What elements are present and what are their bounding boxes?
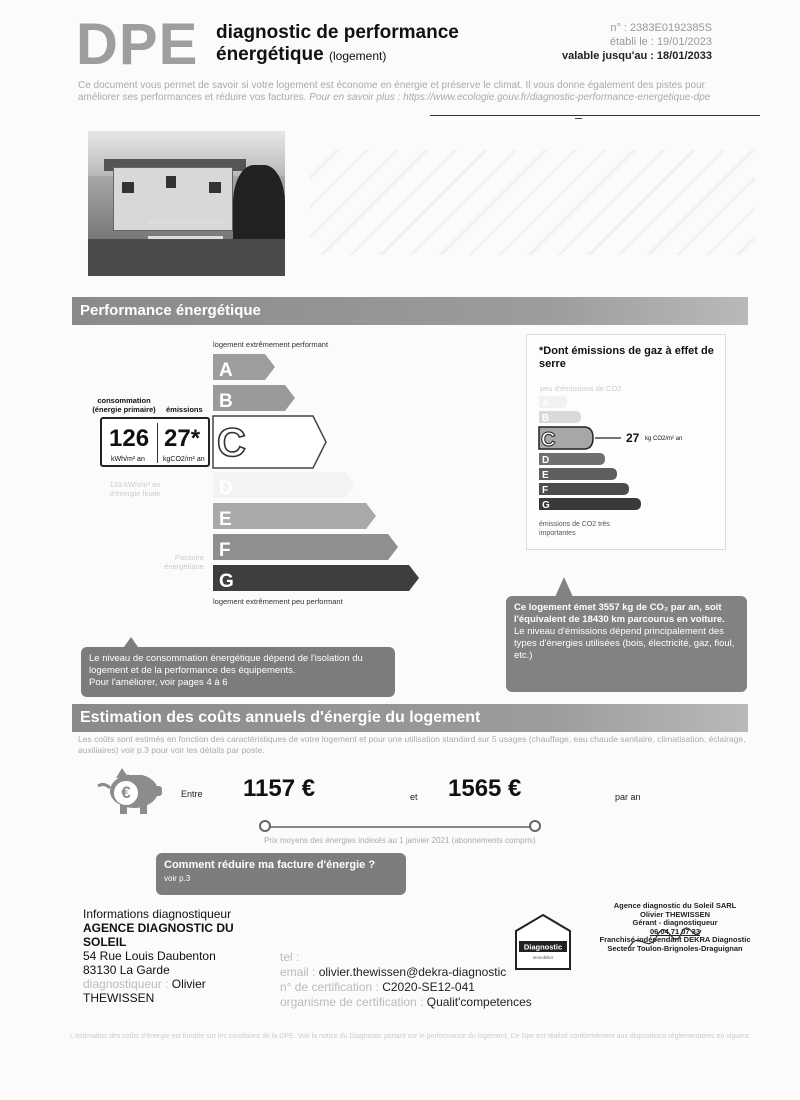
consumption-divider [157, 423, 158, 463]
intro-link[interactable]: Pour en savoir plus : https://www.ecologie.gouv.fr/diagnostic-performance-energetique-dpe [309, 92, 711, 103]
pen-tick [575, 118, 582, 119]
ghg-callout-bold: Ce logement émet 3557 kg de CO₂ par an, soit l'équivalent de 18430 km parcourus en voiture. [514, 602, 725, 625]
consumption-callout [81, 647, 395, 697]
photo-ground [88, 239, 285, 276]
diagnostic-badge-icon [513, 913, 573, 971]
ghg-class-label: A [542, 398, 550, 409]
cost-max: 1565 € [448, 775, 522, 802]
energy-class-E [213, 503, 376, 530]
address-line1: 54 Rue Louis Daubenton [83, 949, 216, 963]
section-performance: Performance énergétique [72, 297, 748, 325]
section-costs: Estimation des coûts annuels d'énergie du logement [72, 704, 748, 732]
consumption-label: consommation (énergie primaire) [92, 396, 156, 414]
diagnostician-info [83, 907, 253, 1005]
doc-valid-until: valable jusqu'au : 18/01/2033 [562, 50, 712, 62]
footer-note: L'estimation des coûts d'énergie est fondée sur les conditions de la DPE. Voir la notice du Diagnostic portant sur le performance du logement. Ce Dpe est réalisé conformément aux dispositions réglementaires en vigueur. [70, 1033, 751, 1040]
energy-class-F [213, 534, 398, 561]
cost-range-max-dot [529, 820, 541, 832]
photo-window [209, 182, 221, 193]
badge-sub: immobilier [532, 955, 554, 960]
energy-class-G [213, 565, 419, 592]
ghg-class-label: B [542, 413, 550, 424]
energy-scale-top-caption: logement extrêmement performant [213, 340, 329, 349]
cost-range-min-dot [259, 820, 271, 832]
ghg-class-B [539, 411, 581, 424]
ghg-callout-text: Le niveau d'émissions dépend principalement des types d'énergies utilisées (bois, électricité, gaz, fioul, etc.) [514, 626, 735, 661]
ghg-class-F [539, 483, 629, 496]
euro-symbol: € [121, 783, 131, 802]
intro-text [78, 80, 738, 104]
ghg-class-label: E [542, 470, 549, 481]
email-value[interactable]: olivier.thewissen@dekra-diagnostic [318, 965, 507, 979]
org-label: organisme de certification : [280, 995, 424, 1009]
energy-class-A [213, 354, 275, 381]
energy-scale-bottom-caption: logement extrêmement peu performant [213, 597, 343, 606]
reduce-bill-tip[interactable] [156, 853, 406, 895]
cost-and-label: et [410, 792, 418, 802]
stamp-line: 06 04 71 07 33 [649, 926, 701, 936]
company-line1: AGENCE DIAGNOSTIC DU [83, 921, 234, 935]
cost-range-line [265, 826, 535, 828]
ghg-unit: kg CO2/m² an [645, 436, 683, 442]
signature-scribble [625, 922, 705, 962]
consumption-value: 126 [109, 425, 150, 452]
energy-class-label: C [217, 421, 246, 465]
ghg-class-G [539, 498, 641, 511]
passoire-note: Passoire énergétique [164, 553, 204, 571]
cost-per-year: par an [615, 792, 641, 802]
photo-window [166, 176, 176, 188]
energy-class-label: B [219, 391, 233, 412]
diagnostician-first-name: Olivier [171, 977, 206, 991]
ghg-callout [506, 596, 747, 692]
ghg-title: *Dont émissions de gaz à effet de serre [539, 345, 714, 370]
faded-address-area [310, 150, 755, 255]
stamp-line: Secteur Toulon-Brignoles-Draguignan [607, 943, 743, 953]
energy-scale [205, 350, 435, 598]
photo-window [122, 182, 134, 193]
emissions-label: émissions [166, 405, 203, 414]
ghg-panel [526, 334, 726, 550]
ghg-value: 27 [626, 431, 640, 445]
address-line2: 83130 La Garde [83, 963, 170, 977]
reduce-bill-sub: voir p.3 [164, 874, 191, 883]
photo-fence [148, 221, 223, 239]
consumption-callout-text: Le niveau de consommation énergétique dépend de l'isolation du logement et de la performance des équipements. [89, 653, 363, 676]
cert-value: C2020-SE12-041 [382, 980, 475, 994]
doc-title-line2 [216, 44, 386, 67]
stamp-line: Franchisé indépendant DEKRA Diagnostic [599, 935, 751, 944]
ghg-scale [537, 395, 727, 525]
ghg-class-label: F [542, 485, 549, 496]
cost-price-note: Prix moyens des énergies indexés au 1 janvier 2021 (abonnements compris) [264, 836, 536, 845]
ghg-class-C-current [539, 427, 621, 451]
consumption-callout-more: Pour l'améliorer, voir pages 4 à 6 [89, 677, 228, 688]
emissions-unit: kgCO2/m² an [163, 456, 205, 463]
doc-established: établi le : 19/01/2023 [609, 36, 712, 48]
pen-stroke [430, 115, 760, 116]
ghg-class-D [539, 453, 605, 466]
consumption-unit: kWh/m² an [111, 456, 145, 463]
emissions-value: 27* [164, 425, 201, 452]
reduce-bill-title: Comment réduire ma facture d'énergie ? [164, 859, 376, 871]
energy-class-label: A [219, 360, 233, 381]
stamp-line: Olivier THEWISSEN [639, 909, 711, 919]
ghg-bottom-caption: émissions de CO2 très importantes [539, 521, 610, 537]
energy-class-label: F [219, 540, 231, 561]
dpe-logo: DPE [76, 12, 199, 77]
ghg-top-caption: peu d'émissions de CO2 [540, 384, 622, 393]
doc-title-line1: diagnostic de performance [216, 22, 459, 43]
costs-intro: Les coûts sont estimés en fonction des caractéristiques de votre logement et pour une utilisation standard sur 5 usages (chauffage, eau chaude sanitaire, climatisation, éclairage, auxiliaires) voir p.3 pour voir les détails par poste. [78, 734, 746, 755]
stamp-line: Gérant - diagnostiqueur [632, 918, 718, 927]
callout-pointer [124, 637, 138, 647]
ghg-callout-pointer [555, 577, 573, 597]
energy-class-label: E [219, 509, 232, 530]
tel-label: tel : [280, 950, 300, 964]
energy-class-label: D [219, 478, 233, 499]
doc-title-main: énergétique [216, 44, 324, 65]
company-line2: SOLEIL [83, 935, 127, 949]
stamp-line: Agence diagnostic du Soleil SARL [613, 901, 737, 910]
final-energy-note: 123 kWh/m² an d'énergie finale [109, 480, 161, 498]
diagnostician-label: diagnostiqueur : [83, 977, 169, 991]
consumption-box [100, 417, 210, 467]
energy-class-D [213, 472, 355, 499]
info-heading: Informations diagnostiqueur [83, 907, 232, 921]
ghg-class-label: G [542, 500, 550, 511]
cost-min: 1157 € [243, 775, 316, 802]
ghg-class-label: C [541, 429, 556, 451]
piggy-bank-icon [96, 766, 164, 816]
energy-class-C-current [213, 416, 326, 468]
cost-between-label: Entre [181, 789, 203, 799]
intro-body: Ce document vous permet de savoir si votre logement est économe en énergie et préserve le climat. Il vous donne également des pistes pour améliorer ses performances et réduire vos factures. [78, 80, 706, 103]
badge-text: Diagnostic [523, 942, 563, 952]
cert-label: n° de certification : [280, 980, 379, 994]
energy-class-label: G [219, 571, 234, 592]
diagnostician-last-name: THEWISSEN [83, 991, 155, 1005]
ghg-class-E [539, 468, 617, 481]
house-photo [88, 131, 285, 276]
doc-title-sub: (logement) [328, 49, 387, 63]
ghg-class-label: D [542, 455, 550, 466]
ghg-class-A [539, 396, 567, 409]
energy-class-B [213, 385, 295, 412]
email-label: email : [280, 965, 316, 979]
org-value: Qualit'competences [426, 995, 532, 1009]
doc-number: n° : 2383E0192385S [610, 22, 712, 34]
